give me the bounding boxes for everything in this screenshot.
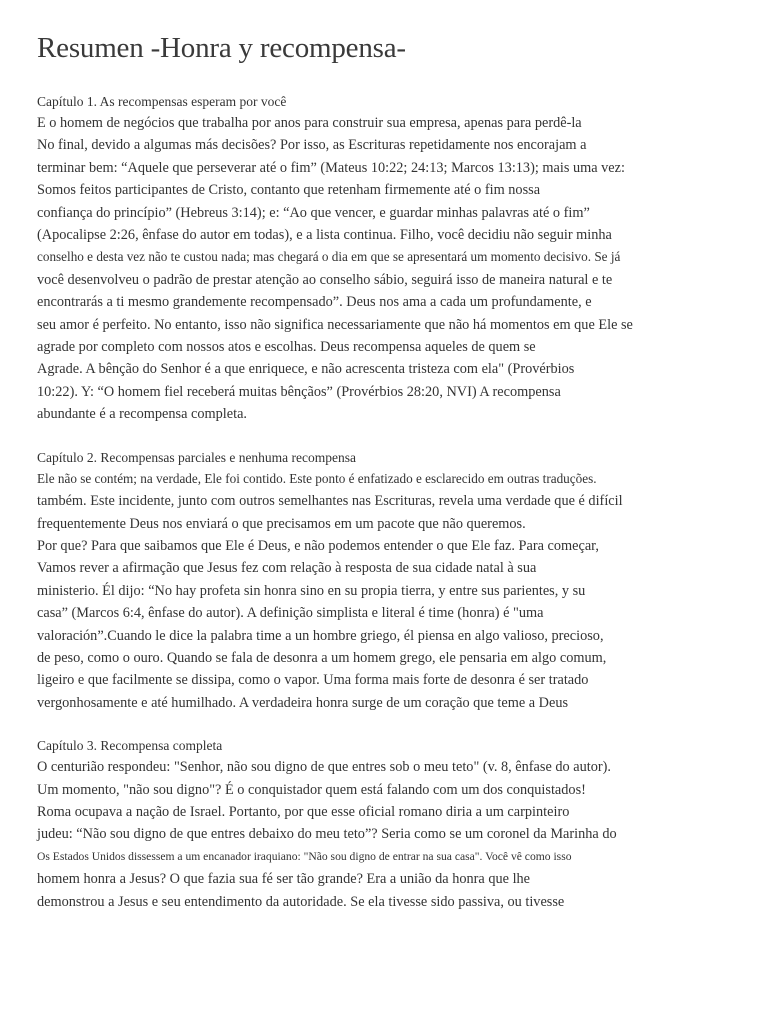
page-title: Resumen -Honra y recompensa- (37, 32, 406, 64)
text-line: ministerio. Él dijo: “No hay profeta sin honra sino en su propia tierra, y entre sus parientes, y su (37, 582, 586, 599)
text-line: O centurião respondeu: "Senhor, não sou digno de que entres sob o meu teto" (v. 8, ênfase do autor). (37, 759, 611, 776)
text-line: encontrarás a ti mesmo grandemente recompensado”. Deus nos ama a cada um profundamente, e (37, 294, 592, 311)
text-line: casa” (Marcos 6:4, ênfase do autor). A definição simplista e literal é time (honra) é "uma (37, 605, 544, 622)
chapter-2-title: Capítulo 2. Recompensas parciales e nenhuma recompensa (37, 449, 357, 465)
text-line: judeu: “Não sou digno de que entres debaixo do meu teto”? Seria como se um coronel da Marinha do (37, 826, 617, 843)
text-line: você desenvolveu o padrão de prestar atenção ao conselho sábio, seguirá isso de maneira natural e te (37, 271, 613, 288)
chapter-1-title: Capítulo 1. As recompensas esperam por você (37, 94, 287, 109)
text-line: E o homem de negócios que trabalha por anos para construir sua empresa, apenas para perdê-la (37, 115, 582, 131)
text-line: frequentemente Deus nos enviará o que precisamos em um pacote que não queremos. (37, 515, 526, 532)
text-line: Os Estados Unidos dissessem a um encanador iraquiano: "Não sou digno de entrar na sua casa". Você vê como isso (37, 849, 572, 863)
text-line: abundante é a recompensa completa. (37, 406, 247, 423)
text-line: homem honra a Jesus? O que fazia sua fé ser tão grande? Era a união da honra que lhe (37, 871, 531, 888)
text-line: Vamos rever a afirmação que Jesus fez com relação à resposta de sua cidade natal à sua (37, 560, 537, 577)
text-line: valoración”.Cuando le dice la palabra time a un hombre griego, él piensa en algo valioso, precioso, (37, 627, 604, 644)
text-line: também. Este incidente, junto com outros semelhantes nas Escrituras, revela uma verdade que é difícil (37, 493, 623, 510)
text-line: ligeiro e que facilmente se dissipa, como o vapor. Uma forma mais forte de desonra é ser tratado (37, 672, 589, 689)
chapter-1 (37, 92, 732, 426)
text-line: terminar bem: “Aquele que perseverar até o fim” (Mateus 10:22; 24:13; Marcos 13:13); mais uma vez: (37, 159, 625, 176)
text-line: de peso, como o ouro. Quando se fala de desonra a um homem grego, ele pensaria em algo comum, (37, 649, 607, 666)
text-line: vergonhosamente e até humilhado. A verdadeira honra surge de um coração que teme a Deus (37, 694, 569, 711)
text-line: confiança do princípio” (Hebreus 3:14); e: “Ao que vencer, e guardar minhas palavras até o fim” (37, 204, 590, 221)
text-line: Agrade. A bênção do Senhor é a que enriquece, e não acrescenta tristeza com ela" (Provérbios (37, 361, 575, 378)
text-line: (Apocalipse 2:26, ênfase do autor em todas), e a lista continua. Filho, você decidiu não seguir minha (37, 227, 612, 244)
text-line: Roma ocupava a nação de Israel. Portanto, por que esse oficial romano diria a um carpinteiro (37, 803, 570, 820)
text-line: conselho e desta vez não te custou nada; mas chegará o dia em que se apresentará um momento decisivo. Se já (37, 249, 621, 265)
text-line: Um momento, "não sou digno"? É o conquistador quem está falando com um dos conquistados! (37, 781, 586, 798)
chapter-2 (37, 448, 732, 714)
text-line: Somos feitos participantes de Cristo, contanto que retenham firmemente até o fim nossa (37, 182, 541, 199)
text-line: Ele não se contém; na verdade, Ele foi contido. Este ponto é enfatizado e esclarecido em outras traduções. (37, 470, 597, 486)
text-line: No final, devido a algumas más decisões? Por isso, as Escrituras repetidamente nos encorajam a (37, 137, 587, 154)
text-line: agrade por completo com nossos atos e escolhas. Deus recompensa aqueles de quem se (37, 339, 536, 356)
chapter-3-title: Capítulo 3. Recompensa completa (37, 738, 223, 754)
chapter-3 (37, 736, 732, 913)
text-line: seu amor é perfeito. No entanto, isso não significa necessariamente que não há momentos em que Ele se (37, 316, 633, 333)
text-line: 10:22). Y: “O homem fiel receberá muitas bênçãos” (Provérbios 28:20, NVI) A recompensa (37, 383, 561, 400)
text-line: demonstrou a Jesus e seu entendimento da autoridade. Se ela tivesse sido passiva, ou tivesse (37, 893, 565, 910)
text-line: Por que? Para que saibamos que Ele é Deus, e não podemos entender o que Ele faz. Para começar, (37, 537, 599, 554)
